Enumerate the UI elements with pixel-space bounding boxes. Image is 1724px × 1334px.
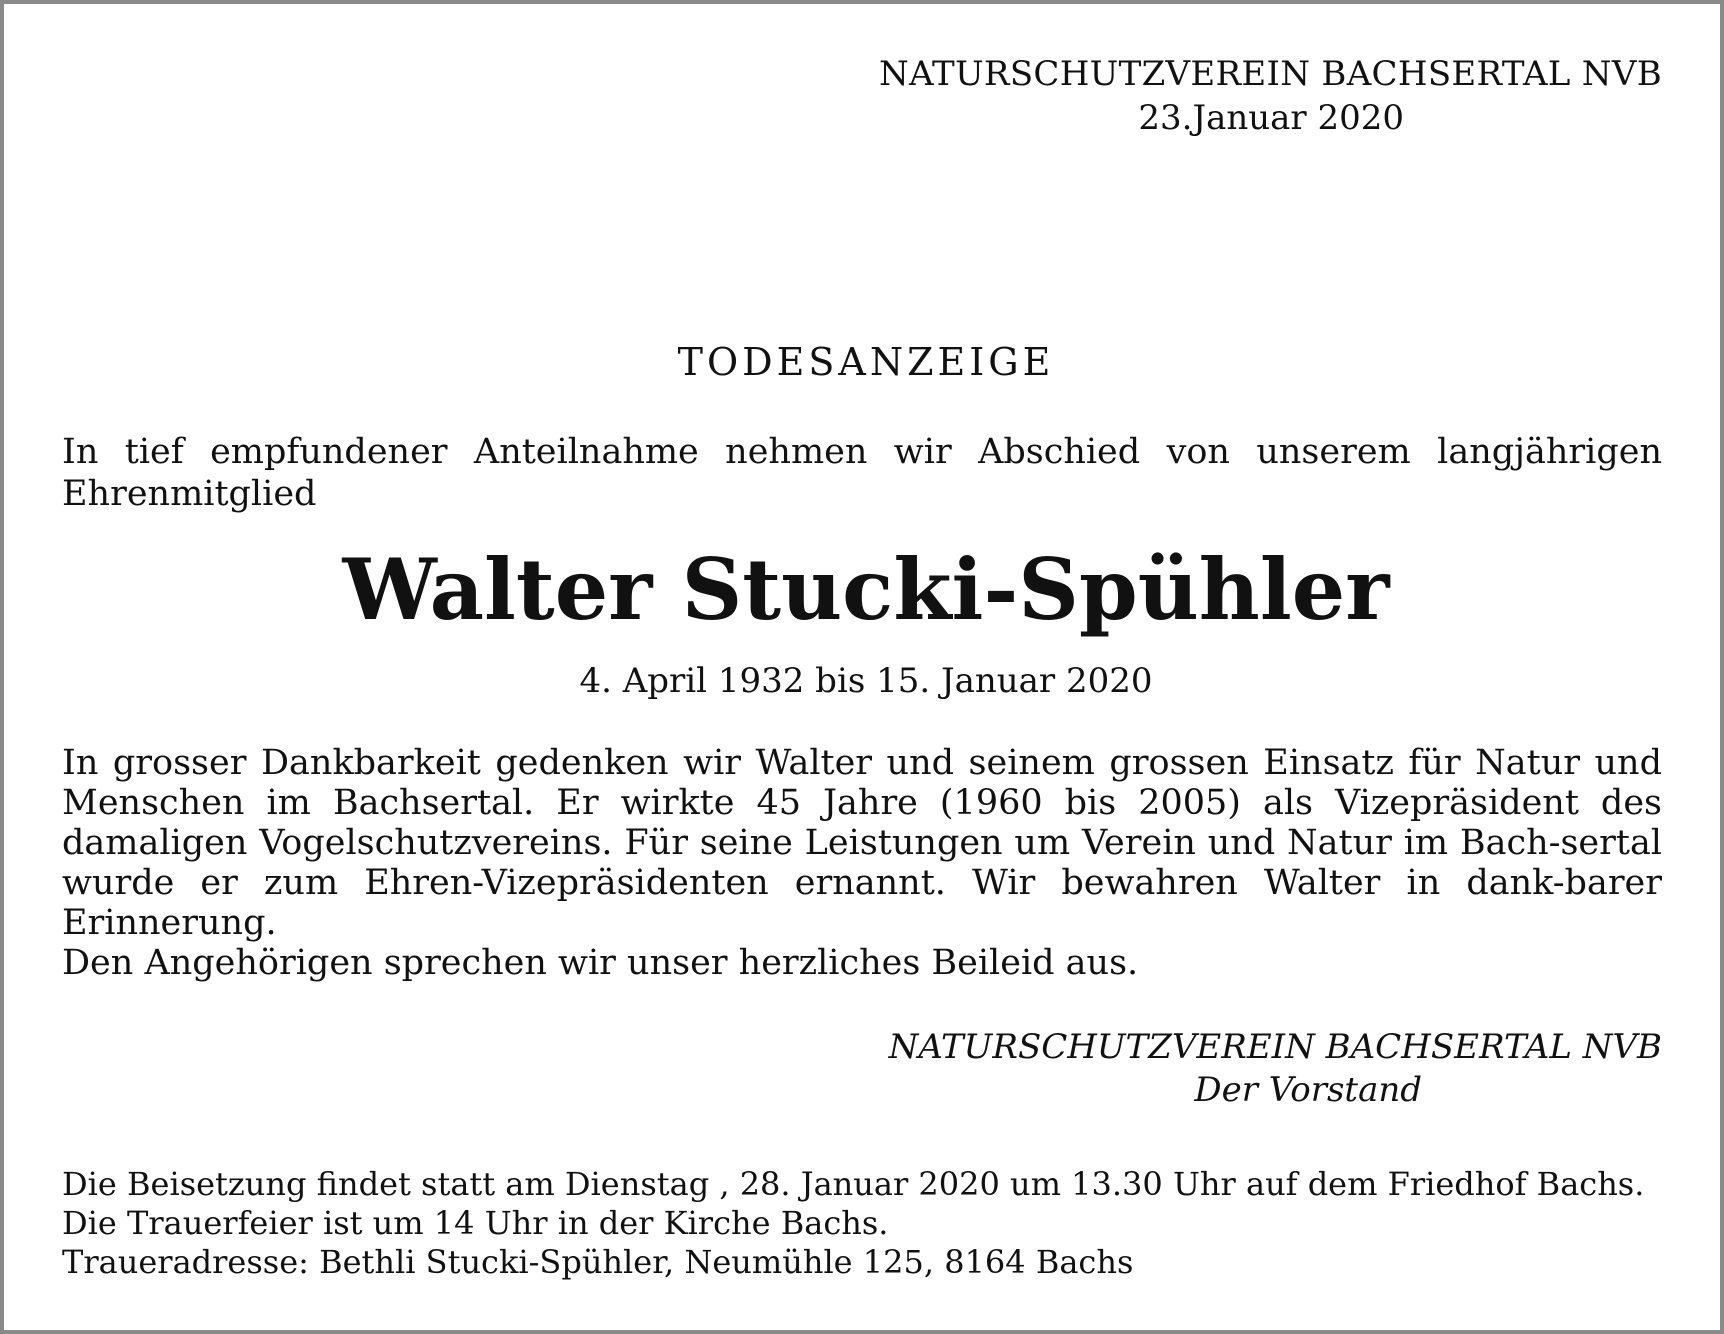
- service-info: Die Trauerfeier ist um 14 Uhr in der Kirche Bachs.: [62, 1204, 889, 1242]
- signature-block: [889, 1026, 1662, 1112]
- signature-organization: NATURSCHUTZVEREIN BACHSERTAL NVB: [888, 1027, 1662, 1067]
- header-organization: NATURSCHUTZVEREIN BACHSERTAL NVB: [878, 54, 1662, 94]
- header: [879, 52, 1662, 140]
- memorial-paragraph: In grosser Dankbarkeit gedenken wir Walter und seinem grossen Einsatz für Natur und Menschen im Bachsertal. Er wirkte 45 Jahre (1960 bis 2005) als Vizepräsident des damaligen Vogelschutzvereins. Für seine Leistungen um Verein und Natur im Bach-sertal wurde er zum Ehren-Vizepräsidenten ernannt. Wir bewahren Walter in dank-barer Erinnerung.: [62, 743, 1662, 943]
- life-dates: 4. April 1932 bis 15. Januar 2020: [579, 661, 1153, 701]
- funeral-details: [62, 1165, 1662, 1282]
- burial-info: Die Beisetzung findet statt am Dienstag , 28. Januar 2020 um 13.30 Uhr auf dem Friedhof Bachs.: [62, 1165, 1645, 1203]
- header-date: 23.Januar 2020: [1138, 98, 1404, 138]
- deceased-name: Walter Stucki-Spühler: [342, 540, 1390, 639]
- memorial-text: [62, 743, 1662, 983]
- notice-heading: TODESANZEIGE: [677, 340, 1055, 384]
- intro-text: In tief empfundener Anteilnahme nehmen wir Abschied von unserem langjährigen Ehrenmitglied: [62, 432, 1662, 514]
- mourning-address: Traueradresse: Bethli Stucki-Spühler, Neumühle 125, 8164 Bachs: [62, 1243, 1134, 1281]
- signature-board: Der Vorstand: [1194, 1070, 1422, 1110]
- condolence-line: Den Angehörigen sprechen wir unser herzliches Beileid aus.: [62, 943, 1139, 983]
